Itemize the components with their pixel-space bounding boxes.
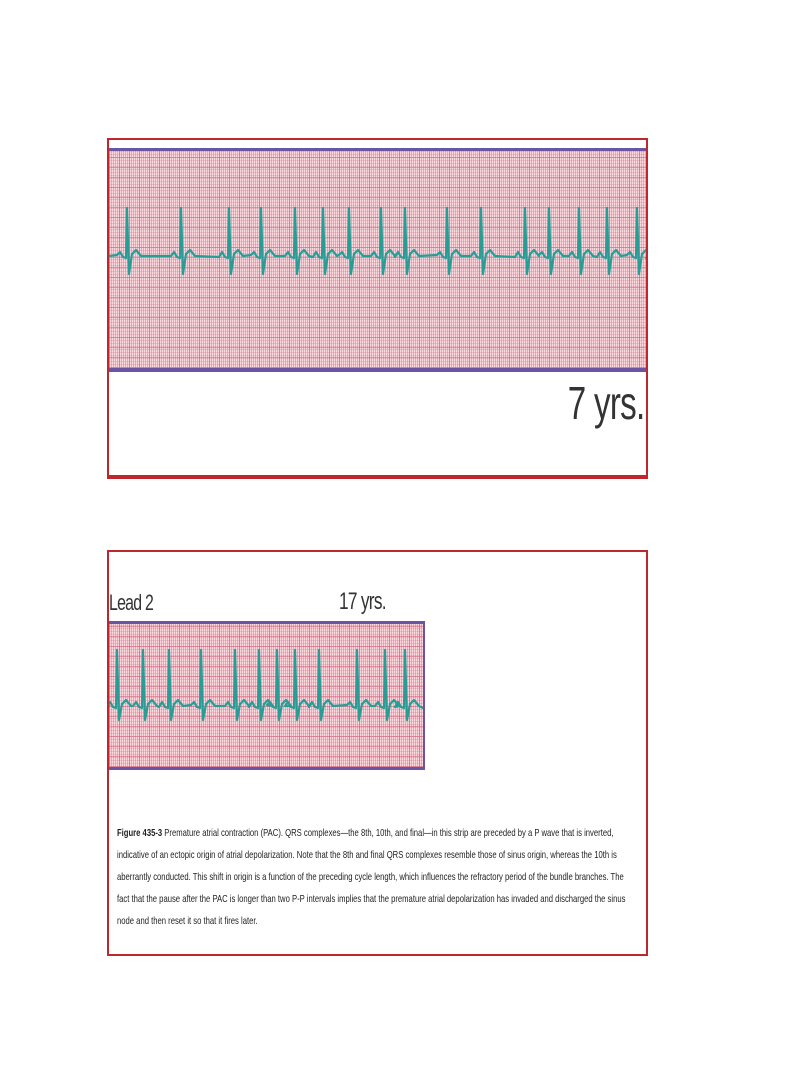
ecg-panel-17-yrs: [107, 550, 648, 956]
caption-label: Figure 435-3: [117, 827, 163, 839]
figure-caption: [117, 822, 635, 932]
caption-text: Premature atrial contraction (PAC). QRS complexes—the 8th, 10th, and final—in this strip are preceded by a P wave that is inverted, indicative of an ectopic origin of atrial depolarization. Note that the 8th and final QRS complexes resemble those of sinus origin, whereas the 10th is aberrantly conducted. This shift in origin is a function of the preceding cycle length, which influences the refractory period of the bundle branches. The fact that the pause after the PAC is longer than two P-P intervals implies that the premature atrial depolarization has invaded and discharged the sinus node and then reset it so that it fires later.: [117, 827, 626, 927]
ecg-strip-7-yrs: [109, 148, 646, 372]
ecg-trace-line: [109, 208, 646, 274]
ecg-trace-7-yrs: [109, 151, 646, 368]
ecg-panel-7-yrs: [107, 138, 648, 479]
ecg-trace-17-yrs: [109, 624, 423, 767]
ecg-strip-17-yrs: [109, 621, 425, 770]
age-label-7-yrs: 7 yrs.: [567, 377, 644, 429]
lead-label: Lead 2: [109, 590, 154, 615]
age-label-17-yrs: 17 yrs.: [339, 588, 386, 615]
ecg-trace-line: [109, 650, 423, 720]
